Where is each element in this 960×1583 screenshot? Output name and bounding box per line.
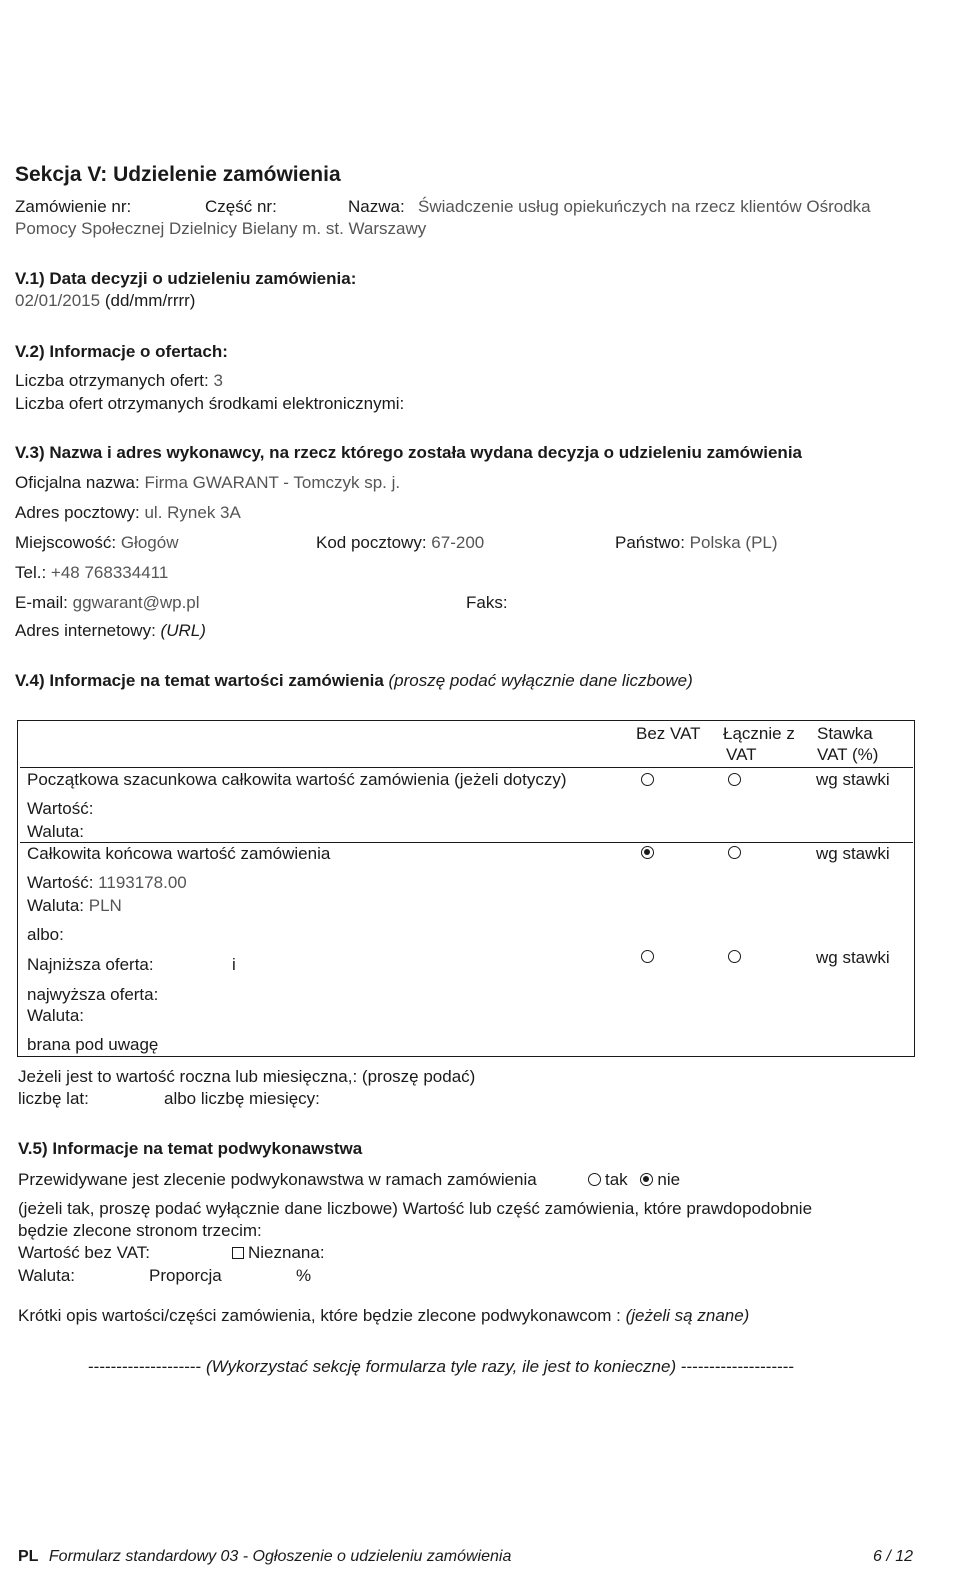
col-header-vat-rate-1: Stawka xyxy=(817,724,873,743)
subcontract-question: Przewidywane jest zlecenie podwykonawstwa w ramach zamówienia xyxy=(18,1170,537,1189)
repeat-note-text: (Wykorzystać sekcję formularza tyle razy, ile jest to konieczne) xyxy=(205,1357,677,1376)
postal-code-label: Kod pocztowy: xyxy=(316,533,427,552)
web-address-label: Adres internetowy: xyxy=(15,621,156,640)
page-footer xyxy=(18,1547,511,1567)
final-value-row xyxy=(27,872,187,893)
order-number-label: Zamówienie nr: xyxy=(15,197,132,216)
v4-heading-note: (proszę podać wyłącznie dane liczbowe) xyxy=(388,671,693,690)
footer-lang: PL xyxy=(18,1548,39,1565)
v4-heading-row xyxy=(15,670,693,691)
unknown-checkbox[interactable] xyxy=(232,1247,244,1259)
footer-form-title: Formularz standardowy 03 - Ogłoszenie o udzieleniu zamówienia xyxy=(48,1548,512,1565)
country-label: Państwo: xyxy=(615,533,685,552)
annual-monthly-label: Jeżeli jest to wartość roczna lub miesięczna,: (proszę podać) xyxy=(18,1067,476,1086)
tel-value: +48 768334411 xyxy=(50,563,169,582)
contract-name-line2: Pomocy Społecznej Dzielnicy Bielany m. st. Warszawy xyxy=(15,219,427,238)
email-row xyxy=(15,592,200,613)
lowest-offer-label: Najniższa oferta: xyxy=(27,955,154,974)
subcontract-note-line1: (jeżeli tak, proszę podać wyłącznie dane liczbowe) Wartość lub część zamówienia, które prawdopodobnie xyxy=(18,1199,813,1218)
postal-code-value: 67-200 xyxy=(431,533,485,552)
tel-row xyxy=(15,562,168,583)
official-name-value: Firma GWARANT - Tomczyk sp. j. xyxy=(144,473,401,492)
range-currency-label: Waluta: xyxy=(27,1006,85,1025)
city-label: Miejscowość: xyxy=(15,533,117,552)
repeat-dashes-right: -------------------- xyxy=(680,1357,795,1376)
final-incl-vat-radio[interactable] xyxy=(728,846,741,859)
col-header-excl-vat: Bez VAT xyxy=(636,724,701,743)
award-date: 02/01/2015 xyxy=(15,291,101,310)
subcontract-currency-label: Waluta: xyxy=(18,1266,76,1285)
percent-sign: % xyxy=(296,1266,312,1285)
country-row xyxy=(615,532,778,553)
subcontract-options xyxy=(588,1169,680,1190)
v5-heading: V.5) Informacje na temat podwykonawstwa xyxy=(18,1139,363,1158)
contract-name-label: Nazwa: xyxy=(348,197,405,216)
value-excl-vat-label: Wartość bez VAT: xyxy=(18,1243,150,1262)
fax-label: Faks: xyxy=(466,593,508,612)
years-label: liczbę lat: xyxy=(18,1089,89,1108)
range-excl-vat-radio[interactable] xyxy=(641,950,654,963)
final-excl-vat-radio[interactable] xyxy=(641,846,654,859)
col-header-incl-vat-2: VAT xyxy=(726,745,757,764)
initial-excl-vat-radio[interactable] xyxy=(641,773,654,786)
initial-currency-label: Waluta: xyxy=(27,822,85,841)
subcontract-note-line2: będzie zlecone stronom trzecim: xyxy=(18,1221,262,1240)
subcontract-desc-row xyxy=(18,1305,749,1326)
subcontract-yes-label: tak xyxy=(605,1170,628,1189)
unknown-label: Nieznana: xyxy=(248,1243,325,1262)
repeat-section-note xyxy=(88,1356,794,1377)
official-name-row xyxy=(15,472,400,493)
repeat-dashes-left: -------------------- xyxy=(88,1357,202,1376)
v1-date-row xyxy=(15,290,195,311)
section-title: Sekcja V: Udzielenie zamówienia xyxy=(15,163,341,186)
offers-received-row xyxy=(15,370,223,391)
unknown-row xyxy=(232,1242,325,1263)
final-currency-label: Waluta: xyxy=(27,896,85,915)
email-value: ggwarant@wp.pl xyxy=(72,593,200,612)
proportion-label: Proporcja xyxy=(149,1266,222,1285)
table-divider xyxy=(20,767,913,768)
highest-offer-label: najwyższa oferta: xyxy=(27,985,159,1004)
part-number-label: Część nr: xyxy=(205,197,277,216)
footer-page-number: 6 / 12 xyxy=(873,1548,914,1565)
v2-heading: V.2) Informacje o ofertach: xyxy=(15,342,228,361)
web-address-row xyxy=(15,620,206,641)
subcontract-no-label: nie xyxy=(657,1170,681,1189)
initial-value-field-label: Wartość: xyxy=(27,799,94,818)
email-label: E-mail: xyxy=(15,593,68,612)
range-incl-vat-radio[interactable] xyxy=(728,950,741,963)
final-value-field-label: Wartość: xyxy=(27,873,94,892)
subcontract-desc-note: (jeżeli są znane) xyxy=(625,1306,750,1325)
postal-address-row xyxy=(15,502,241,523)
range-vat-rate: wg stawki xyxy=(816,948,890,967)
or-label: albo: xyxy=(27,925,64,944)
official-name-label: Oficjalna nazwa: xyxy=(15,473,140,492)
tel-label: Tel.: xyxy=(15,563,47,582)
offers-received-value: 3 xyxy=(213,371,223,390)
months-label: albo liczbę miesięcy: xyxy=(164,1089,320,1108)
final-currency-row xyxy=(27,895,122,916)
subcontract-no-radio[interactable] xyxy=(640,1173,653,1186)
offers-received-label: Liczba otrzymanych ofert: xyxy=(15,371,209,390)
initial-vat-rate: wg stawki xyxy=(816,770,890,789)
date-format: (dd/mm/rrrr) xyxy=(104,291,196,310)
subcontract-desc-label: Krótki opis wartości/części zamówienia, które będzie zlecone podwykonawcom : xyxy=(18,1306,621,1325)
subcontract-yes-radio[interactable] xyxy=(588,1173,601,1186)
web-address-value: (URL) xyxy=(160,621,206,640)
contract-name-line1: Świadczenie usług opiekuńczych na rzecz klientów Ośrodka xyxy=(418,197,871,216)
lowest-and: i xyxy=(232,955,236,974)
v1-heading: V.1) Data decyzji o udzieleniu zamówienia: xyxy=(15,269,357,288)
v3-heading: V.3) Nazwa i adres wykonawcy, na rzecz którego została wydana decyzja o udzieleniu zamówienia xyxy=(15,443,802,462)
offers-electronic-label: Liczba ofert otrzymanych środkami elektronicznymi: xyxy=(15,394,405,413)
city-value: Głogów xyxy=(120,533,179,552)
initial-value-label: Początkowa szacunkowa całkowita wartość zamówienia (jeżeli dotyczy) xyxy=(27,770,567,789)
col-header-incl-vat-1: Łącznie z xyxy=(723,724,795,743)
postal-code-row xyxy=(316,532,484,553)
country-value: Polska (PL) xyxy=(689,533,778,552)
city-row xyxy=(15,532,178,553)
postal-address-label: Adres pocztowy: xyxy=(15,503,140,522)
initial-incl-vat-radio[interactable] xyxy=(728,773,741,786)
col-header-vat-rate-2: VAT (%) xyxy=(817,745,879,764)
v4-heading: V.4) Informacje na temat wartości zamówienia xyxy=(15,671,384,690)
final-value-label: Całkowita końcowa wartość zamówienia xyxy=(27,844,331,863)
final-vat-rate: wg stawki xyxy=(816,844,890,863)
final-value-amount: 1193178.00 xyxy=(98,873,187,892)
considered-label: brana pod uwagę xyxy=(27,1035,159,1054)
final-currency-value: PLN xyxy=(88,896,122,915)
postal-address-value: ul. Rynek 3A xyxy=(144,503,241,522)
